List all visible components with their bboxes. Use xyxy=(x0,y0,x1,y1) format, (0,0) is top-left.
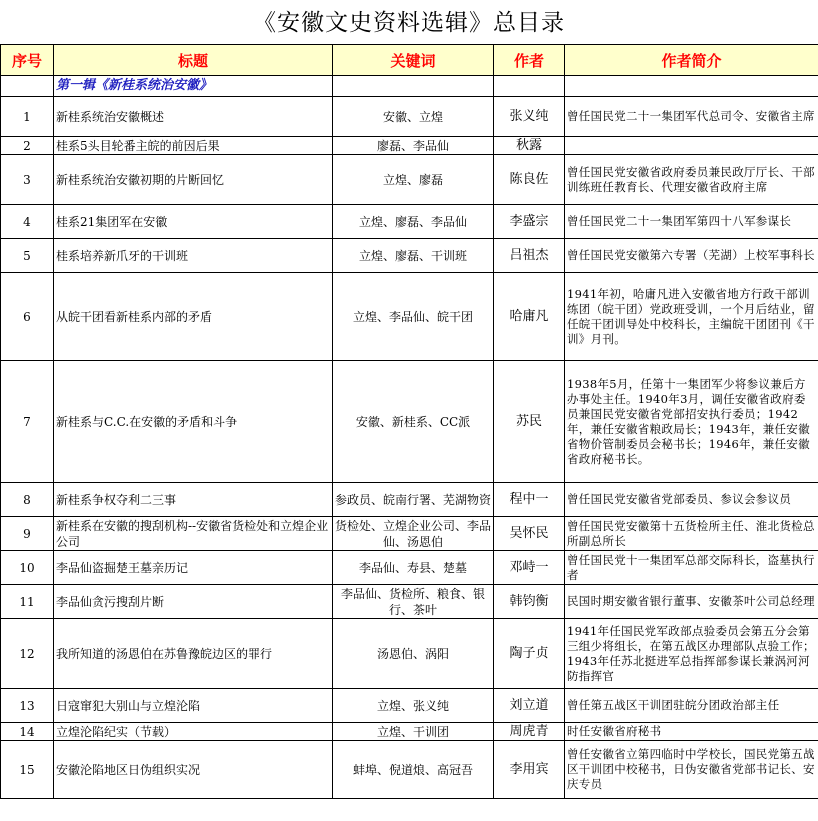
row-bio: 曾任国民党二十一集团军第四十八军参谋长 xyxy=(565,205,818,239)
header-row xyxy=(1,45,818,76)
row-bio: 1941年初，哈庸凡进入安徽省地方行政干部训练团（皖干团）党政班受训，一个月后结业，留任皖干团训导处中校科长，主编皖干团团刊《干训》月刊。 xyxy=(565,273,818,361)
header-bio: 作者简介 xyxy=(565,45,818,76)
row-no: 11 xyxy=(1,585,54,619)
row-keywords: 货检处、立煌企业公司、李品仙、汤恩伯 xyxy=(333,517,494,551)
row-title: 新桂系与C.C.在安徽的矛盾和斗争 xyxy=(54,361,333,483)
row-author: 秋露 xyxy=(494,137,565,155)
row-bio: 1941年任国民党军政部点验委员会第五分会第三组少将组长，在第五战区办理部队点验工作；1943年任苏北挺进军总指挥部参谋长兼涡河河防指挥官 xyxy=(565,619,818,689)
table-row xyxy=(1,723,818,741)
row-no: 13 xyxy=(1,689,54,723)
table-row xyxy=(1,551,818,585)
row-author: 吴怀民 xyxy=(494,517,565,551)
row-no: 3 xyxy=(1,155,54,205)
header-author: 作者 xyxy=(494,45,565,76)
row-title: 新桂系统治安徽概述 xyxy=(54,97,333,137)
section-row xyxy=(1,76,818,97)
table-row xyxy=(1,155,818,205)
header-keywords: 关键词 xyxy=(333,45,494,76)
table-row xyxy=(1,585,818,619)
row-keywords: 安徽、立煌 xyxy=(333,97,494,137)
table-row xyxy=(1,137,818,155)
row-keywords: 参政员、皖南行署、芜湖物资 xyxy=(333,483,494,517)
table-row xyxy=(1,273,818,361)
row-no: 1 xyxy=(1,97,54,137)
row-keywords: 立煌、廖磊、李品仙 xyxy=(333,205,494,239)
row-keywords: 廖磊、李品仙 xyxy=(333,137,494,155)
row-bio: 曾任国民党安徽第十五货检所主任、淮北货检总所副总所长 xyxy=(565,517,818,551)
row-bio: 曾任国民党安徽第六专署（芜湖）上校军事科长 xyxy=(565,239,818,273)
row-author: 陈良佐 xyxy=(494,155,565,205)
row-bio: 时任安徽省府秘书 xyxy=(565,723,818,741)
row-keywords: 李品仙、货检所、粮食、银行、茶叶 xyxy=(333,585,494,619)
row-title: 新桂系争权夺利二三事 xyxy=(54,483,333,517)
row-bio: 曾任国民党十一集团军总部交际科长，盗墓执行者 xyxy=(565,551,818,585)
section-title: 第一辑《新桂系统治安徽》 xyxy=(54,76,333,97)
table-row xyxy=(1,205,818,239)
row-title: 从皖干团看新桂系内部的矛盾 xyxy=(54,273,333,361)
row-keywords: 汤恩伯、涡阳 xyxy=(333,619,494,689)
row-author: 哈庸凡 xyxy=(494,273,565,361)
row-keywords: 李品仙、寿县、楚墓 xyxy=(333,551,494,585)
row-author: 李用宾 xyxy=(494,741,565,799)
row-author: 苏民 xyxy=(494,361,565,483)
row-author: 邓峙一 xyxy=(494,551,565,585)
row-author: 程中一 xyxy=(494,483,565,517)
table-row xyxy=(1,361,818,483)
row-title: 桂系培养新爪牙的干训班 xyxy=(54,239,333,273)
row-title: 桂系21集团军在安徽 xyxy=(54,205,333,239)
row-no: 15 xyxy=(1,741,54,799)
row-bio: 曾任国民党安徽省政府委员兼民政厅厅长、干部训练班任教育长、代理安徽省政府主席 xyxy=(565,155,818,205)
row-title: 李品仙贪污搜刮片断 xyxy=(54,585,333,619)
row-no: 14 xyxy=(1,723,54,741)
table-row xyxy=(1,689,818,723)
row-keywords: 立煌、李品仙、皖干团 xyxy=(333,273,494,361)
row-no: 6 xyxy=(1,273,54,361)
row-title: 立煌沦陷纪实（节载） xyxy=(54,723,333,741)
row-bio: 民国时期安徽省银行董事、安徽茶叶公司总经理 xyxy=(565,585,818,619)
row-bio xyxy=(565,137,818,155)
row-bio: 曾任安徽省立第四临时中学校长，国民党第五战区干训团中校秘书，日伪安徽省党部书记长、安庆专员 xyxy=(565,741,818,799)
row-bio: 曾任国民党安徽省党部委员、参议会参议员 xyxy=(565,483,818,517)
row-no: 12 xyxy=(1,619,54,689)
table-row xyxy=(1,97,818,137)
row-title: 新桂系统治安徽初期的片断回忆 xyxy=(54,155,333,205)
row-title: 新桂系在安徽的搜刮机构--安徽省货检处和立煌企业公司 xyxy=(54,517,333,551)
row-bio: 曾任第五战区干训团驻皖分团政治部主任 xyxy=(565,689,818,723)
row-author: 张义纯 xyxy=(494,97,565,137)
row-keywords: 立煌、廖磊 xyxy=(333,155,494,205)
row-no: 4 xyxy=(1,205,54,239)
row-keywords: 立煌、干训团 xyxy=(333,723,494,741)
row-no: 8 xyxy=(1,483,54,517)
row-author: 周虎青 xyxy=(494,723,565,741)
table-row xyxy=(1,741,818,799)
row-keywords: 安徽、新桂系、CC派 xyxy=(333,361,494,483)
table-row xyxy=(1,517,818,551)
row-keywords: 蚌埠、倪道烺、高冠吾 xyxy=(333,741,494,799)
row-author: 韩钧衡 xyxy=(494,585,565,619)
row-author: 刘立道 xyxy=(494,689,565,723)
row-title: 我所知道的汤恩伯在苏鲁豫皖边区的罪行 xyxy=(54,619,333,689)
row-title: 日寇窜犯大别山与立煌沦陷 xyxy=(54,689,333,723)
table-row xyxy=(1,483,818,517)
row-author: 吕祖杰 xyxy=(494,239,565,273)
row-title: 李品仙盗掘楚王墓亲历记 xyxy=(54,551,333,585)
section-empty-cell xyxy=(565,76,818,97)
row-keywords: 立煌、廖磊、干训班 xyxy=(333,239,494,273)
row-no: 2 xyxy=(1,137,54,155)
row-title: 桂系5头目轮番主皖的前因后果 xyxy=(54,137,333,155)
row-no: 5 xyxy=(1,239,54,273)
row-no: 10 xyxy=(1,551,54,585)
section-empty-cell xyxy=(494,76,565,97)
table-row xyxy=(1,619,818,689)
page-title: 《安徽文史资料选辑》总目录 xyxy=(253,10,565,36)
row-author: 李盛宗 xyxy=(494,205,565,239)
row-no: 7 xyxy=(1,361,54,483)
row-keywords: 立煌、张义纯 xyxy=(333,689,494,723)
row-bio: 1938年5月，任第十一集团军少将参议兼后方办事处主任。1940年3月，调任安徽省政府委员兼国民党安徽省党部招安执行委员；1942年，兼任安徽省粮政局长；1943年，兼任安徽省物价管制委员会秘书长；1946年，兼任安徽省政府秘书长。 xyxy=(565,361,818,483)
header-title: 标题 xyxy=(54,45,333,76)
row-bio: 曾任国民党二十一集团军代总司令、安徽省主席 xyxy=(565,97,818,137)
row-title: 安徽沦陷地区日伪组织实况 xyxy=(54,741,333,799)
row-author: 陶子贞 xyxy=(494,619,565,689)
table-row xyxy=(1,239,818,273)
section-empty-cell xyxy=(333,76,494,97)
row-no: 9 xyxy=(1,517,54,551)
catalog-table xyxy=(0,44,818,799)
header-no: 序号 xyxy=(1,45,54,76)
section-empty-cell xyxy=(1,76,54,97)
